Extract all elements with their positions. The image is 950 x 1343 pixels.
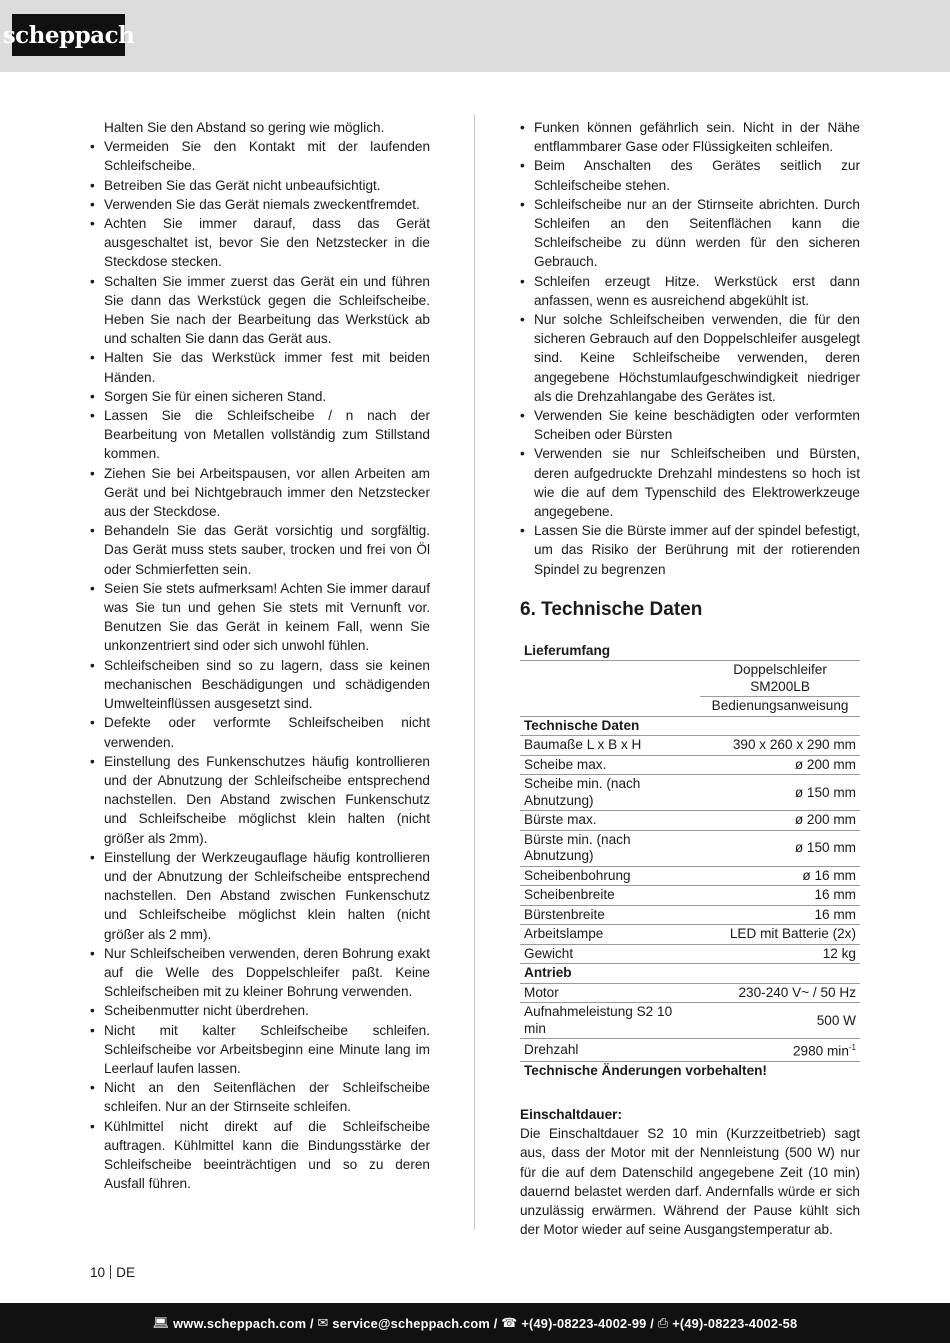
- list-item-text: Behandeln Sie das Gerät vorsichtig und sorgfältig. Das Gerät muss stets sauber, trocken und frei von Öl oder Schmierfetten sein.: [104, 523, 430, 577]
- spec-value: ø 150 mm: [700, 830, 860, 866]
- list-item-text: Lassen Sie die Bürste immer auf der spindel befestigt, um das Risiko der Berührung mit der rotierenden Spindel zu begrenzen: [534, 523, 860, 577]
- spec-label: Motor: [520, 983, 700, 1003]
- bullet-icon: •: [90, 177, 95, 193]
- bullet-icon: •: [520, 273, 525, 289]
- table-row: [520, 1062, 860, 1081]
- fax-icon: ⎙: [657, 1315, 669, 1330]
- table-row: [520, 1003, 860, 1039]
- list-item-text: Schleifscheiben sind so zu lagern, dass sie keinen mechanischen Beschädigungen und schädigenden Umwelteinflüssen ausgesetzt sind.: [104, 657, 430, 712]
- spec-value: ø 200 mm: [700, 811, 860, 831]
- list-item: [88, 752, 430, 848]
- separator-bar: [110, 1265, 111, 1279]
- spec-value: 16 mm: [700, 886, 860, 906]
- bullet-icon: •: [90, 465, 95, 481]
- table-row: [520, 755, 860, 775]
- spec-label: Arbeitslampe: [520, 925, 700, 945]
- list-item: [88, 348, 430, 386]
- table-row: [520, 830, 860, 866]
- bullet-icon: •: [90, 1118, 95, 1134]
- bullet-icon: •: [90, 350, 95, 366]
- list-item-text: Sorgen Sie für einen sicheren Stand.: [104, 388, 327, 404]
- list-item: [88, 579, 430, 656]
- fax-number: +(49)-08223-4002-58: [672, 1315, 798, 1331]
- list-item: [518, 521, 860, 579]
- list-item-text: Halten Sie das Werkstück immer fest mit beiden Händen.: [104, 350, 430, 385]
- page-number: 10 DE: [90, 1265, 136, 1280]
- spec-value: 230-240 V~ / 50 Hz: [700, 983, 860, 1003]
- table-row: [520, 642, 860, 661]
- list-item-text: Nicht an den Seitenflächen der Schleifscheibe schleifen. Nur an der Stirnseite schleifen.: [104, 1080, 430, 1115]
- list-item: [88, 1021, 430, 1079]
- bullet-icon: •: [90, 1080, 95, 1096]
- bullet-icon: •: [90, 849, 95, 865]
- list-item-text: Nur Schleifscheiben verwenden, deren Bohrung exakt auf die Welle des Doppelschleifer paßt. Keine Schleifscheiben mit zu kleiner Bohrung verwenden.: [104, 945, 430, 1000]
- list-item: [88, 464, 430, 522]
- list-item-text: Verwenden Sie keine beschädigten oder verformten Scheiben oder Bürsten: [534, 408, 860, 443]
- spec-value: ø 16 mm: [700, 866, 860, 886]
- bullet-icon: •: [90, 139, 95, 155]
- spec-label: Scheibenbohrung: [520, 866, 700, 886]
- list-item: [88, 406, 430, 464]
- list-item: [88, 118, 430, 137]
- spec-label: Scheibenbreite: [520, 886, 700, 906]
- list-item: [88, 137, 430, 175]
- bullet-icon: •: [90, 753, 95, 769]
- spec-value: 12 kg: [700, 944, 860, 964]
- list-item-text: Schleifen erzeugt Hitze. Werkstück erst dann anfassen, wenn es ausreichend abgekühlt ist.: [534, 273, 860, 308]
- table-row: [520, 716, 860, 736]
- bullet-icon: •: [90, 216, 95, 232]
- table-row: [520, 661, 860, 697]
- list-item: [518, 310, 860, 406]
- list-item: [518, 272, 860, 310]
- email-link[interactable]: service@scheppach.com /: [332, 1315, 498, 1331]
- header-band: [0, 0, 950, 72]
- mail-icon: ✉: [317, 1315, 329, 1330]
- bullet-icon: •: [520, 408, 525, 424]
- list-item: [88, 521, 430, 579]
- bullet-icon: •: [520, 196, 525, 212]
- table-row: [520, 983, 860, 1003]
- spec-label: Scheibe max.: [520, 755, 700, 775]
- phone-icon: ☎: [501, 1315, 518, 1330]
- spec-label: Drehzahl: [520, 1039, 700, 1062]
- list-item-text: Achten Sie immer darauf, dass das Gerät ausgeschaltet ist, bevor Sie den Netzstecker in die Steckdose stecken.: [104, 216, 430, 270]
- list-item-text: Kühlmittel nicht direkt auf die Schleifscheibe auftragen. Kühlmittel kann die Bindungsstärke der Schleifscheibe beeinträchtigen und so zu deren Ausfall führen.: [104, 1118, 430, 1192]
- antrieb-rows: [520, 983, 860, 1062]
- computer-icon: 💻︎: [152, 1315, 170, 1330]
- table-row: [520, 905, 860, 925]
- spec-value: 16 mm: [700, 905, 860, 925]
- spec-value: 2980 $\min^{-1}$: [700, 1039, 860, 1062]
- phone-number: +(49)-08223-4002-99 /: [521, 1315, 654, 1331]
- list-item-text: Defekte oder verformte Schleifscheiben nicht verwenden.: [104, 715, 430, 750]
- list-item-text: Nicht mit kalter Schleifscheibe schleifen. Schleifscheibe vor Arbeitsbeginn eine Minute lang im Leerlauf laufen lassen.: [104, 1022, 430, 1076]
- spec-label: Bürste min. (nach Abnutzung): [520, 830, 700, 866]
- bullet-icon: •: [90, 945, 95, 961]
- right-column: [518, 118, 860, 1239]
- list-item: [518, 118, 860, 156]
- list-item-text: Ziehen Sie bei Arbeitspausen, vor allen Arbeiten am Gerät und bei Nichtgebrauch immer den Netzstecker aus der Steckdose.: [104, 465, 430, 520]
- list-item-text: Betreiben Sie das Gerät nicht unbeaufsichtigt.: [104, 177, 381, 193]
- list-item: [88, 656, 430, 714]
- table-row: [520, 1039, 860, 1062]
- duty-cycle-text: Die Einschaltdauer S2 10 min (Kurzzeitbetrieb) sagt aus, dass der Motor mit der Nennleistung (500 W) nur für die auf dem Datenschild angegebene Zeit (10 min) dauernd belastet werden darf. Andernfalls würde er sich unzulässig erwärmen. Während der Pause kühlt sich der Motor wieder auf seine Ausgangstemperatur ab.: [520, 1126, 860, 1238]
- list-item: [88, 272, 430, 349]
- spec-label: Bürste max.: [520, 811, 700, 831]
- list-item-text: Seien Sie stets aufmerksam! Achten Sie immer darauf was Sie tun und gehen Sie stets mit Vernunft vor. Benutzen Sie das Gerät in keinem Fall, wenn Sie unkonzentriert sind oder sich unwohl fühlen.: [104, 580, 430, 654]
- bullet-icon: •: [520, 158, 525, 174]
- list-item-text: Nur solche Schleifscheiben verwenden, die für den sicheren Gebrauch auf den Doppelschleifer ausgelegt sind. Keine Schleifscheibe verwenden, deren angegebene Höchstumlaufgeschwindigkeit niedriger als die Drehzahlangabe des Gerätes ist.: [534, 312, 860, 404]
- spec-value: ø 150 mm: [700, 775, 860, 811]
- list-item: [88, 944, 430, 1002]
- list-item-text: Funken können gefährlich sein. Nicht in der Nähe entflammbarer Gase oder Flüssigkeiten schleifen.: [534, 120, 860, 155]
- table-row: [520, 886, 860, 906]
- table-row: [520, 811, 860, 831]
- lieferumfang-item: Doppelschleifer SM200LB: [700, 661, 860, 697]
- list-item-text: Schleifscheibe nur an der Stirnseite abrichten. Durch Schleifen an den Seitenflächen kann die Schleifscheibe zu dünn werden für den sicheren Gebrauch.: [534, 196, 860, 270]
- bullet-icon: •: [90, 657, 95, 673]
- bullet-icon: •: [520, 120, 525, 135]
- table-row: [520, 697, 860, 717]
- safety-instructions-list-left: [88, 118, 430, 1193]
- table-row: [520, 944, 860, 964]
- unit-superscript: -1: [848, 1043, 856, 1053]
- table-row: [520, 866, 860, 886]
- bullet-icon: •: [90, 388, 95, 404]
- safety-instructions-list-right: [518, 118, 860, 579]
- list-item: [88, 848, 430, 944]
- list-item: [518, 406, 860, 444]
- spec-label: Scheibe min. (nach Abnutzung): [520, 775, 700, 811]
- list-item-text: Einstellung der Werkzeugauflage häufig kontrollieren und der Abnutzung der Schleifscheibe entsprechend nachstellen. Den Abstand zwischen Funkenschutz und Schleifscheibe möglichst klein halten (nicht größer als 2 mm).: [104, 849, 430, 942]
- table-row: [520, 925, 860, 945]
- list-item-text: Halten Sie den Abstand so gering wie möglich.: [104, 120, 385, 135]
- bullet-icon: •: [90, 715, 95, 731]
- spec-label: Bürstenbreite: [520, 905, 700, 925]
- spec-value: ø 200 mm: [700, 755, 860, 775]
- table-row: [520, 964, 860, 984]
- table-row: [520, 775, 860, 811]
- technical-data-table: [520, 642, 860, 1081]
- table-row: [520, 736, 860, 756]
- spec-label: Gewicht: [520, 944, 700, 964]
- bullet-icon: •: [90, 1003, 95, 1019]
- list-item-text: Scheibenmutter nicht überdrehen.: [104, 1003, 309, 1019]
- lieferumfang-item: Bedienungsanweisung: [700, 697, 860, 717]
- spec-value: LED mit Batterie (2x): [700, 925, 860, 945]
- bullet-icon: •: [90, 408, 95, 424]
- bullet-icon: •: [90, 1022, 95, 1038]
- scheppach-logo: scheppach: [12, 14, 125, 56]
- section-title: 6. Technische Daten: [520, 598, 703, 620]
- list-item-text: Lassen Sie die Schleifscheibe / n nach der Bearbeitung von Metallen vollständig zum Stillstand kommen.: [104, 408, 430, 462]
- list-item: [88, 1001, 430, 1020]
- list-item: [88, 195, 430, 214]
- list-item-text: Einstellung des Funkenschutzes häufig kontrollieren und der Abnutzung der Schleifscheibe entsprechend nachstellen. Den Abstand zwischen Funkenschutz und Schleifscheibe möglichst klein halten (nicht größer als 2mm).: [104, 753, 430, 846]
- duty-cycle-title: Einschaltdauer:: [520, 1106, 622, 1122]
- column-divider: [474, 114, 475, 1230]
- list-item: [88, 176, 430, 195]
- list-item-text: Vermeiden Sie den Kontakt mit der laufenden Schleifscheibe.: [104, 139, 430, 174]
- list-item: [518, 444, 860, 521]
- bullet-icon: •: [90, 273, 95, 289]
- changes-reserved-note: Technische Änderungen vorbehalten!: [524, 1063, 767, 1079]
- spec-value: 500 W: [700, 1003, 860, 1039]
- list-item: [88, 214, 430, 272]
- lieferumfang-heading: Lieferumfang: [520, 642, 860, 661]
- bullet-icon: •: [520, 523, 525, 539]
- bullet-icon: •: [90, 580, 95, 596]
- list-item: [88, 713, 430, 751]
- bullet-icon: •: [90, 523, 95, 539]
- list-item: [88, 1078, 430, 1116]
- antrieb-heading: Antrieb: [520, 964, 860, 984]
- list-item: [88, 1117, 430, 1194]
- spec-value: 390 x 260 x 290 mm: [700, 736, 860, 756]
- spec-label: Baumaße L x B x H: [520, 736, 700, 756]
- website-link[interactable]: www.scheppach.com /: [173, 1315, 314, 1331]
- left-column: [88, 118, 430, 1193]
- list-item: [518, 156, 860, 194]
- bullet-icon: •: [520, 312, 525, 328]
- list-item-text: Verwenden Sie das Gerät niemals zweckentfremdet.: [104, 196, 420, 212]
- technische-daten-heading: Technische Daten: [520, 716, 860, 736]
- list-item: [88, 387, 430, 406]
- list-item-text: Schalten Sie immer zuerst das Gerät ein und führen Sie dann das Werkstück gegen die Schleifscheibe. Heben Sie nach der Bearbeitung das Werkstück ab und schalten Sie dann das Gerät aus.: [104, 273, 430, 347]
- bullet-icon: •: [520, 446, 525, 462]
- contact-footer: [0, 1303, 950, 1343]
- bullet-icon: •: [90, 196, 95, 212]
- list-item-text: Verwenden sie nur Schleifscheiben und Bürsten, deren aufgedruckte Drehzahl mindestens so hoch ist wie die auf dem Typenschild des Elektrowerkzeuge angegebene.: [534, 446, 860, 520]
- list-item-text: Beim Anschalten des Gerätes seitlich zur Schleifscheibe stehen.: [534, 158, 860, 193]
- spec-rows: [520, 736, 860, 964]
- list-item: [518, 195, 860, 272]
- spec-label: Aufnahmeleistung S2 10 min: [520, 1003, 700, 1039]
